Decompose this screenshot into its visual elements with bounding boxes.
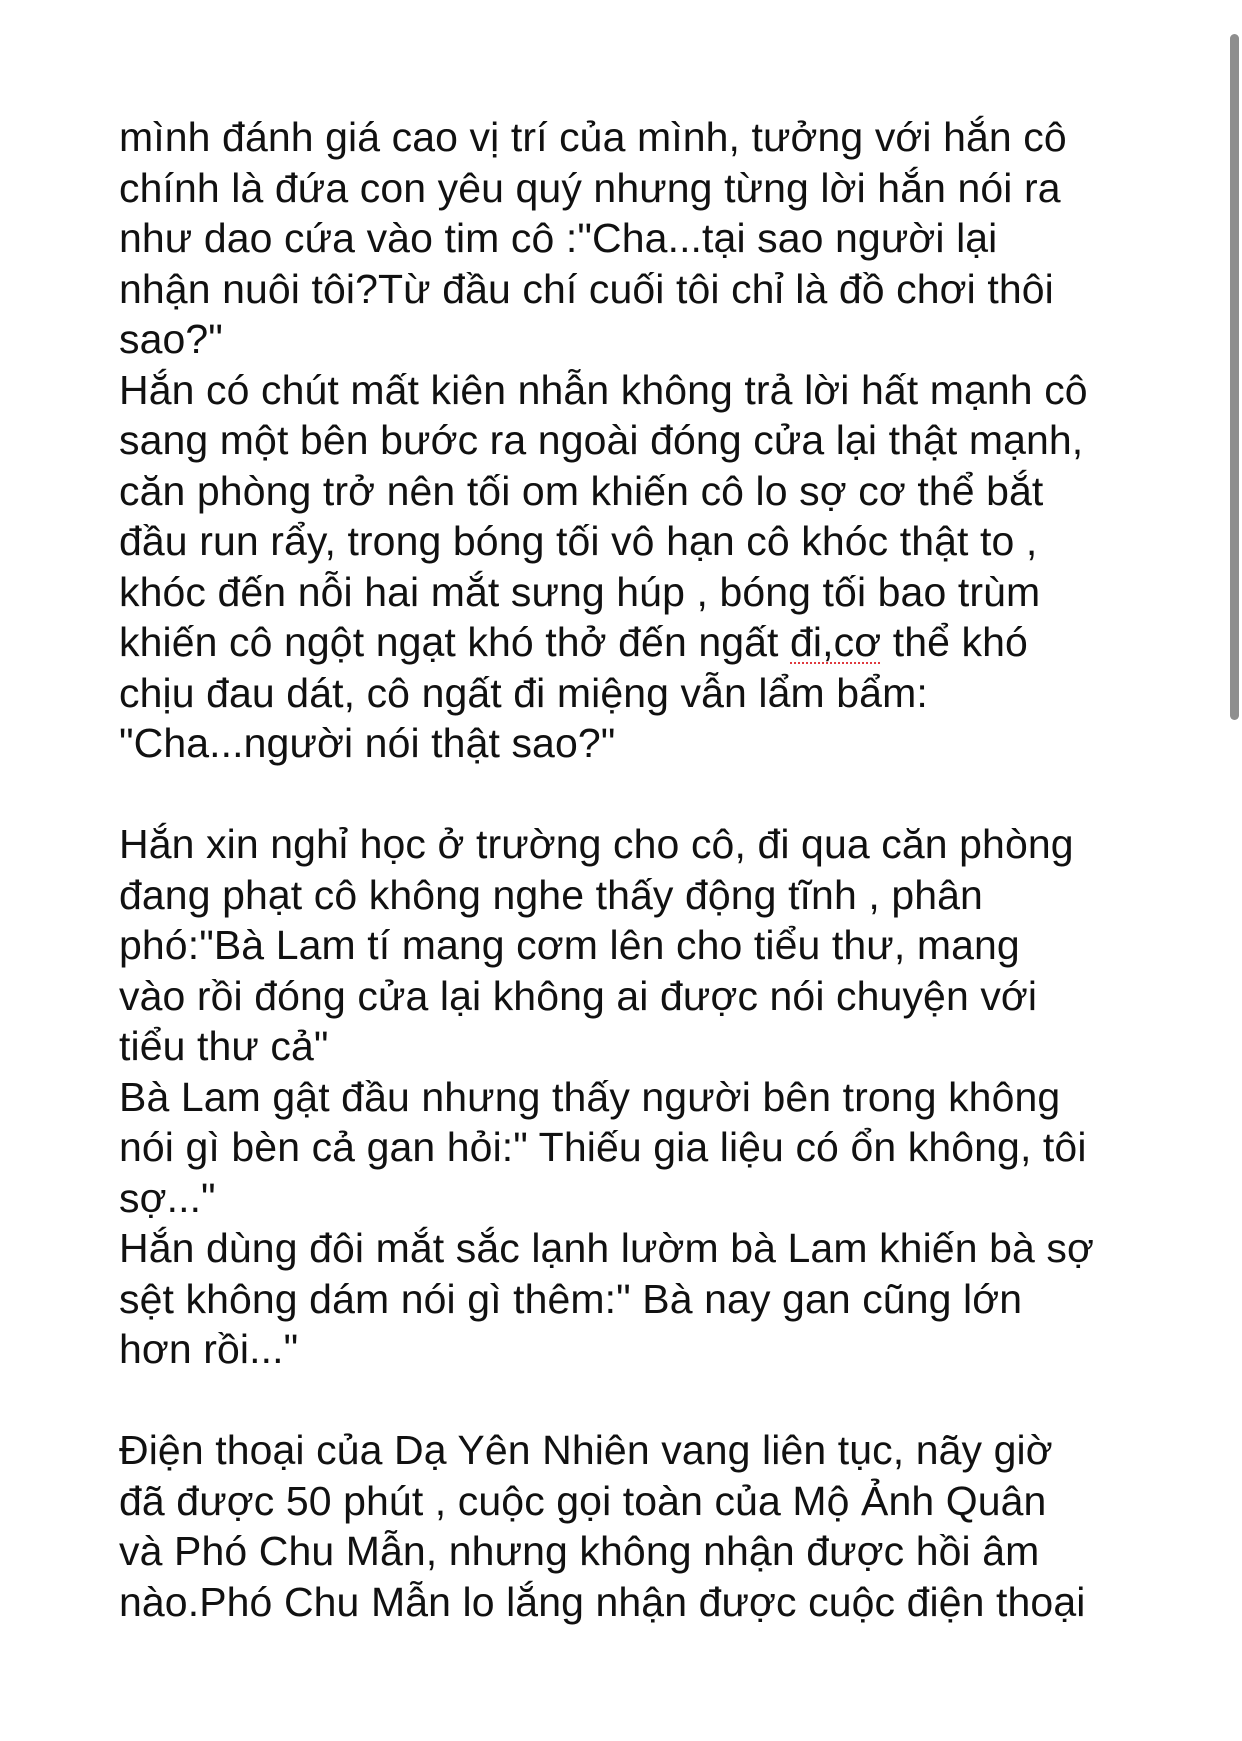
text-segment: khiến cô ngột ngạt khó thở đến ngất: [119, 619, 791, 665]
scrollbar-thumb[interactable]: [1230, 34, 1239, 720]
text-line: như dao cứa vào tim cô :"Cha...tại sao người lại: [119, 215, 998, 261]
text-line: chính là đứa con yêu quý nhưng từng lời hắn nói ra: [119, 164, 1061, 211]
blank-line: [119, 1375, 1129, 1426]
text-line: chịu đau dát, cô ngất đi miệng vẫn lẩm bẩm:: [119, 669, 928, 716]
spellcheck-flagged-word[interactable]: đi,cơ: [790, 619, 882, 665]
text-line: vào rồi đóng cửa lại không ai được nói chuyện với: [119, 972, 1038, 1019]
document-text[interactable]: [119, 112, 1129, 1627]
text-line: nhận nuôi tôi?Từ đầu chí cuối tôi chỉ là đồ chơi thôi: [119, 265, 1054, 312]
blank-line: [119, 769, 1129, 820]
text-line: nào.Phó Chu Mẫn lo lắng nhận được cuộc điện thoại: [119, 1578, 1086, 1625]
text-line: [119, 617, 1129, 668]
text-line: Hắn có chút mất kiên nhẫn không trả lời hất mạnh cô: [119, 366, 1088, 413]
text-line: hơn rồi...": [119, 1326, 299, 1372]
text-line: sang một bên bước ra ngoài đóng cửa lại thật mạnh,: [119, 417, 1084, 463]
text-line: sệt không dám nói gì thêm:" Bà nay gan cũng lớn: [119, 1275, 1023, 1322]
text-line: đầu run rẩy, trong bóng tối vô hạn cô khóc thật to ,: [119, 518, 1038, 564]
text-line: nói gì bèn cả gan hỏi:" Thiếu gia liệu có ổn không, tôi: [119, 1124, 1087, 1170]
text-line: khóc đến nỗi hai mắt sưng húp , bóng tối bao trùm: [119, 568, 1041, 615]
text-line: Hắn xin nghỉ học ở trường cho cô, đi qua căn phòng: [119, 821, 1074, 867]
text-line: và Phó Chu Mẫn, nhưng không nhận được hồi âm: [119, 1528, 1040, 1574]
text-line: Bà Lam gật đầu nhưng thấy người bên trong không: [119, 1073, 1061, 1120]
text-line: tiểu thư cả": [119, 1023, 329, 1069]
text-line: "Cha...người nói thật sao?": [119, 720, 616, 766]
text-segment: thể khó: [881, 619, 1028, 665]
text-line: mình đánh giá cao vị trí của mình, tưởng với hắn cô: [119, 114, 1067, 160]
text-line: phó:"Bà Lam tí mang cơm lên cho tiểu thư, mang: [119, 922, 1020, 968]
text-line: đã được 50 phút , cuộc gọi toàn của Mộ Ảnh Quân: [119, 1477, 1047, 1524]
text-line: sợ...": [119, 1174, 216, 1221]
text-line: Điện thoại của Dạ Yên Nhiên vang liên tục, nãy giờ: [119, 1427, 1053, 1473]
text-line: sao?": [119, 316, 223, 362]
text-line: căn phòng trở nên tối om khiến cô lo sợ cơ thể bắt: [119, 467, 1044, 514]
text-line: đang phạt cô không nghe thấy động tĩnh , phân: [119, 871, 983, 918]
text-line: Hắn dùng đôi mắt sắc lạnh lườm bà Lam khiến bà sợ: [119, 1225, 1094, 1271]
